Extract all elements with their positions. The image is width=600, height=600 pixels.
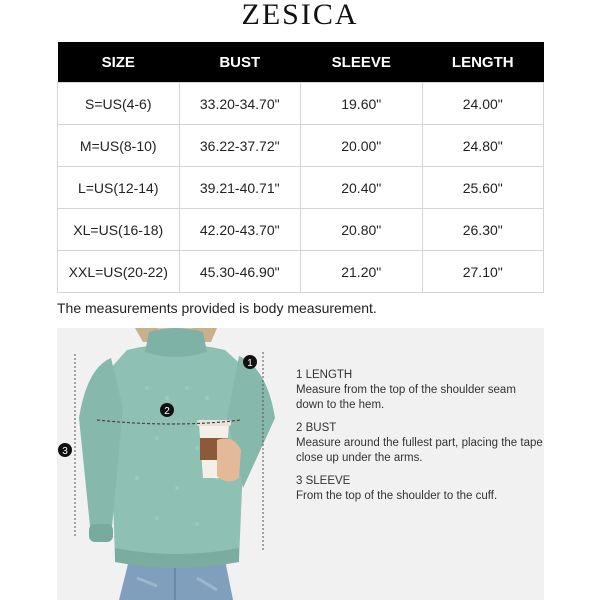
- sleeve-title: 3 SLEEVE: [296, 475, 351, 487]
- cell-length: 27.10": [422, 251, 544, 293]
- cell-size: M=US(8-10): [58, 125, 180, 167]
- bust-marker: [160, 403, 174, 417]
- cell-size: S=US(4-6): [58, 83, 180, 125]
- length-instruction: [296, 368, 546, 413]
- bust-description: Measure around the fullest part, placing the tape close up under the arms.: [296, 437, 543, 464]
- brand-logo: ZESICA: [241, 0, 359, 31]
- table-row: [58, 167, 544, 209]
- length-marker: [243, 355, 257, 369]
- cell-length: 24.00": [422, 83, 544, 125]
- header-size: SIZE: [58, 42, 180, 83]
- sleeve-instruction: [296, 474, 546, 504]
- bust-marker-label: 2: [164, 406, 170, 417]
- size-chart-table: [57, 42, 544, 293]
- cell-bust: 39.21-40.71": [179, 167, 301, 209]
- sleeve-description: From the top of the shoulder to the cuff.: [296, 490, 498, 502]
- cell-length: 26.30": [422, 209, 544, 251]
- cell-sleeve: 20.00": [301, 125, 423, 167]
- cell-size: L=US(12-14): [58, 167, 180, 209]
- bust-instruction: [296, 421, 546, 466]
- cell-bust: 42.20-43.70": [179, 209, 301, 251]
- length-marker-label: 1: [247, 358, 253, 369]
- cell-size: XL=US(16-18): [58, 209, 180, 251]
- cell-sleeve: 20.40": [301, 167, 423, 209]
- cell-length: 25.60": [422, 167, 544, 209]
- cell-bust: 45.30-46.90": [179, 251, 301, 293]
- cell-length: 24.80": [422, 125, 544, 167]
- table-row: [58, 209, 544, 251]
- cell-size: XXL=US(20-22): [58, 251, 180, 293]
- measurement-instructions: [296, 368, 546, 512]
- header-bust: BUST: [179, 42, 301, 83]
- table-header-row: [58, 42, 544, 83]
- length-description: Measure from the top of the shoulder seam down to the hem.: [296, 384, 516, 411]
- sleeve-marker-label: 3: [62, 446, 68, 457]
- cell-sleeve: 20.80": [301, 209, 423, 251]
- sleeve-marker: [58, 443, 72, 457]
- cell-bust: 36.22-37.72": [179, 125, 301, 167]
- measurement-note: The measurements provided is body measurement.: [57, 300, 377, 316]
- length-title: 1 LENGTH: [296, 369, 353, 381]
- header-length: LENGTH: [422, 42, 544, 83]
- cell-bust: 33.20-34.70": [179, 83, 301, 125]
- table-row: [58, 83, 544, 125]
- cell-sleeve: 21.20": [301, 251, 423, 293]
- sweater-collar: [145, 328, 207, 357]
- table-row: [58, 125, 544, 167]
- header-sleeve: SLEEVE: [301, 42, 423, 83]
- table-row: [58, 251, 544, 293]
- bust-title: 2 BUST: [296, 422, 337, 434]
- cell-sleeve: 19.60": [301, 83, 423, 125]
